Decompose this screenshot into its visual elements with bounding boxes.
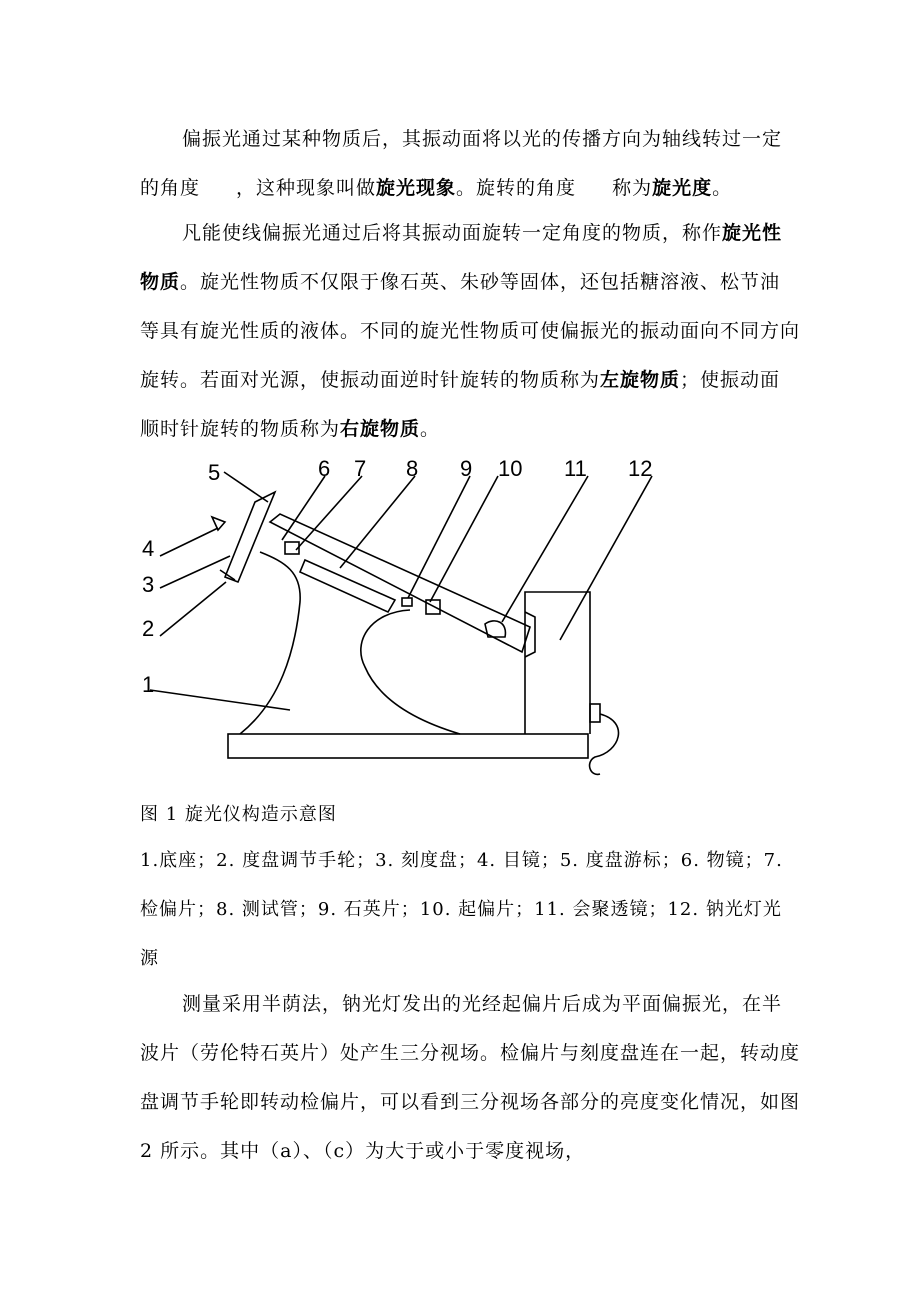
leader-7 [296,476,362,550]
lamp-switch [590,704,600,722]
graduated-dial [225,492,275,582]
eyepiece [212,517,225,530]
pillar-right-edge [361,610,460,734]
method-paragraph: 测量采用半荫法，钠光灯发出的光经起偏片后成为平面偏振光，在半波片（劳伦特石英片）处产生三分视场。检偏片与刻度盘连在一起，转动度盘调节手轮即转动检偏片，可以看到三分视场各部分的亮度变化情况，如图 2 所示。其中（a）、（c）为大于或小于零度视场， [140,993,801,1162]
term-dextrorotatory: 右旋物质 [340,418,421,440]
intro-paragraph-1 [140,115,800,213]
leader-4 [160,528,218,556]
base-plate [228,734,588,758]
label-9: 9 [460,456,473,481]
term-optical-rotation: 旋光现象 [376,177,457,199]
p1-text-e: 。 [712,177,733,199]
label-2: 2 [142,616,155,641]
p1-text-d: 称为 [612,177,653,199]
power-cord [590,714,619,774]
intro-paragraph-2 [140,209,800,454]
label-10: 10 [498,456,523,481]
p1-text-b: ，这种现象叫做 [236,177,377,199]
polarizer [426,600,440,614]
figure-legend: 1.底座；2. 度盘调节手轮；3. 刻度盘；4. 目镜；5. 度盘游标；6. 物镜；7. 检偏片；8. 测试管；9. 石英片；10. 起偏片；11. 会聚透镜；12. 钠光灯光源 [140,850,783,969]
term-rotation-angle: 旋光度 [652,177,713,199]
p2-text-c: ；使振动面顺时针旋转的物质称为 [140,369,781,440]
quartz-plate [402,598,412,606]
p1-text-c: 。旋转的角度 [456,177,577,199]
label-5: 5 [208,460,221,485]
label-7: 7 [354,456,367,481]
p2-text-b: 。旋光性物质不仅限于像石英、朱砂等固体，还包括糖溶液、松节油等具有旋光性质的液体。不同的旋光性物质可使偏振光的振动面向不同方向旋转。若面对光源，使振动面逆时针旋转的物质称为 [140,271,801,391]
leader-6 [282,476,325,540]
leader-8 [340,476,415,568]
term-levorotatory: 左旋物质 [600,369,681,391]
leader-1 [150,690,290,710]
leader-9 [408,476,470,598]
label-6: 6 [318,456,331,481]
leader-10 [430,476,498,602]
figure-caption: 图 1 旋光仪构造示意图 [140,804,337,825]
leader-3 [160,556,230,588]
leader-5 [224,472,268,502]
label-4: 4 [142,536,155,561]
condenser-lens [485,621,505,637]
label-8: 8 [406,456,419,481]
lamp-notch [525,612,535,657]
p2-text-d: 。 [420,418,441,440]
label-1: 1 [142,672,155,697]
label-11: 11 [564,456,587,481]
leader-11 [502,476,588,622]
label-12: 12 [628,456,653,481]
p1-text-a: 偏振光通过某种物质后，其振动面将以光的传播方向为轴线转过一定的角度 [140,128,783,199]
polarimeter-diagram [130,452,670,792]
p2-text-a: 凡能使线偏振光通过后将其振动面旋转一定角度的物质，称作 [182,222,723,244]
test-tube-housing [300,560,395,612]
lamp-housing [525,592,590,734]
leader-2 [160,582,226,636]
term-optically-active: 旋光性物质 [140,222,783,293]
label-3: 3 [142,572,155,597]
